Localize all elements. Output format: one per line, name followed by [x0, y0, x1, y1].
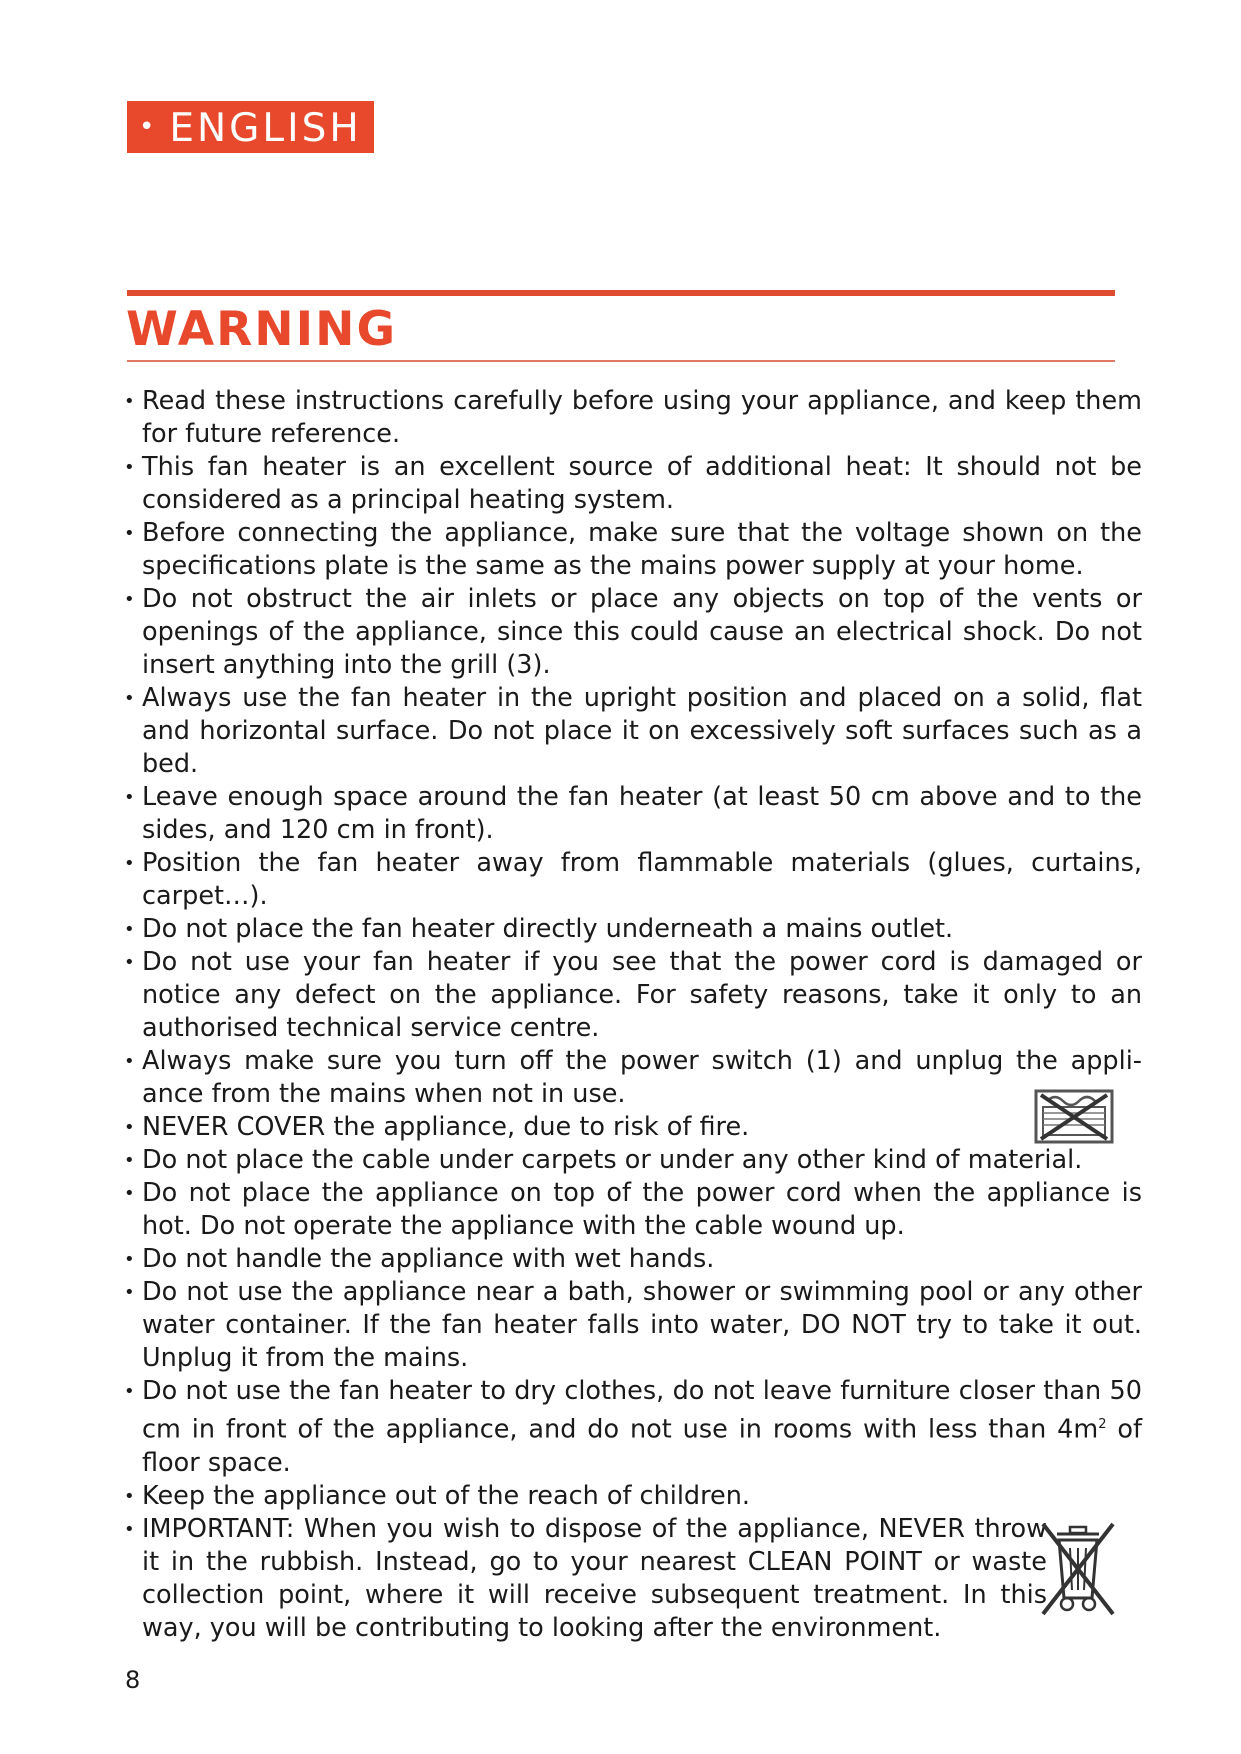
title-rule-top	[127, 290, 1115, 296]
title-rule-bottom	[127, 360, 1115, 362]
warning-item: • Keep the appliance out of the reach of children.	[127, 1480, 1142, 1513]
warning-item: • Always make sure you turn off the power switch (1) and unplug the appli- ance from the mains when not in use.	[127, 1045, 1142, 1111]
warning-item: • Before connecting the appliance, make sure that the voltage shown on the specifications plate is the same as the mains power supply at your home.	[127, 517, 1142, 583]
warning-item: • Do not place the fan heater directly underneath a mains outlet.	[127, 913, 1142, 946]
warning-item: • NEVER COVER the appliance, due to risk of fire.	[127, 1111, 1142, 1144]
warning-item-important: • IMPORTANT: When you wish to dispose of the appliance, NEVER throw it in the rubbish. Instead, go to your nearest CLEAN POINT or waste collection point, where it will receive subsequent treatment. In this way, you will be contributing to looking after the environment.	[127, 1513, 1047, 1645]
warning-item: • Always use the fan heater in the upright position and placed on a solid, flat and horizontal surface. Do not place it on excessively soft surfaces such as a bed.	[127, 682, 1142, 781]
superscript-two: 2	[1098, 1417, 1107, 1432]
warning-item: • Leave enough space around the fan heater (at least 50 cm above and to the sides, and 120 cm in front).	[127, 781, 1142, 847]
warning-item: • This fan heater is an excellent source of additional heat: It should not be considered as a principal heating system.	[127, 451, 1142, 517]
language-badge	[127, 101, 374, 153]
page-number: 8	[125, 1666, 141, 1694]
warning-item: • Do not use your fan heater if you see that the power cord is damaged or notice any defect on the appliance. For safety reasons, take it only to an authorised technical service centre.	[127, 946, 1142, 1045]
warning-item: • Do not place the appliance on top of the power cord when the appliance is hot. Do not operate the appliance with the cable wound up.	[127, 1177, 1142, 1243]
warning-item: • Do not obstruct the air inlets or place any objects on top of the vents or openings of the appliance, since this could cause an electrical shock. Do not insert anything into the grill (3).	[127, 583, 1142, 682]
language-bullet: •	[139, 112, 158, 142]
do-not-cover-icon	[1033, 1085, 1115, 1145]
warning-item: • Do not handle the appliance with wet hands.	[127, 1243, 1142, 1276]
crossed-out-bin-icon	[1037, 1520, 1119, 1618]
section-title: WARNING	[126, 302, 398, 357]
language-label: ENGLISH	[169, 106, 362, 151]
warning-item: • Position the fan heater away from flammable materials (glues, curtains, carpet…).	[127, 847, 1142, 913]
warning-item: • Do not place the cable under carpets or under any other kind of material.	[127, 1144, 1142, 1177]
warning-list	[127, 385, 1142, 1645]
warning-item: • Read these instructions carefully before using your appliance, and keep them for future reference.	[127, 385, 1142, 451]
warning-item: • Do not use the appliance near a bath, shower or swimming pool or any other water container. If the fan heater falls into water, DO NOT try to take it out. Unplug it from the mains.	[127, 1276, 1142, 1375]
warning-item: • Do not use the fan heater to dry clothes, do not leave furniture closer than 50 cm in front of the appliance, and do not use in rooms with less than $4m^2$ of floor space.	[127, 1375, 1142, 1480]
